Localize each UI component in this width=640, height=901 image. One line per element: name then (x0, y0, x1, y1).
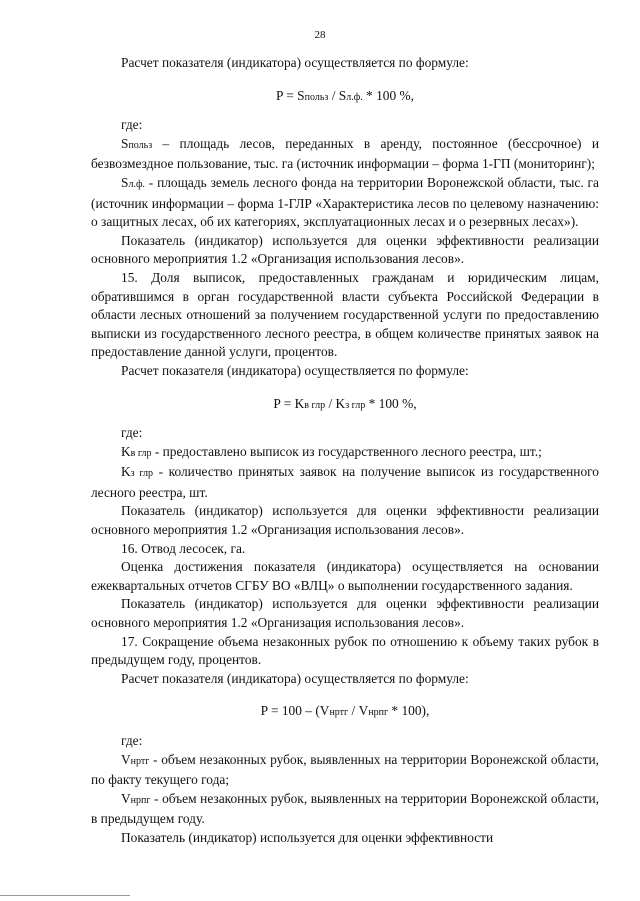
paragraph: Расчет показателя (индикатора) осуществляется по формуле: (121, 670, 469, 686)
definition (91, 790, 599, 829)
document-body (91, 54, 599, 848)
variable-symbol: K (121, 464, 131, 480)
variable-subscript: з глр (130, 468, 153, 480)
where-label: где: (121, 117, 143, 133)
formula-3 (91, 702, 599, 723)
formula-part: * 100 %, (365, 395, 417, 411)
paragraph: 15. Доля выписок, предоставленных гражданам и юридическим лицам, обратившимся в орган государственной власти субъекта Российской Федерации в области лесных отношений за получением государственной услуги по предоставлению выписки из государственного лесного реестра, в общем количестве принятых заявок на предоставление данной услуги, процентов. (91, 269, 599, 360)
variable-subscript: л.ф. (128, 178, 145, 190)
paragraph: Показатель (индикатор) используется для оценки эффективности реализации основного мероприятия 1.2 «Организация использования лесов». (91, 503, 599, 538)
formula-subscript: з глр (345, 399, 366, 411)
where-label: где: (121, 425, 143, 441)
formula-part: * 100 %, (362, 87, 415, 103)
variable-symbol: S (121, 174, 129, 190)
variable-subscript: в глр (130, 447, 152, 459)
paragraph: Расчет показателя (индикатора) осуществляется по формуле: (121, 362, 469, 378)
definition (91, 174, 599, 232)
definition-text: - объем незаконных рубок, выявленных на территории Воронежской области, в предыдущем году. (91, 790, 599, 827)
footer-rule (0, 895, 130, 896)
variable-symbol: K (121, 443, 131, 459)
definition (91, 443, 599, 464)
paragraph: Расчет показателя (индикатора) осуществляется по формуле: (121, 55, 469, 70)
formula-part: P = 100 – (V (260, 703, 330, 719)
variable-subscript: нртг (130, 755, 150, 767)
formula-subscript: л.ф. (346, 91, 363, 103)
formula-part: P = S (275, 87, 305, 103)
paragraph: 17. Сокращение объема незаконных рубок по отношению к объему таких рубок в предыдущем году, процентов. (91, 633, 599, 668)
definition-text: - предоставлено выписок из государственного лесного реестра, шт.; (151, 443, 542, 459)
formula-subscript: польз (304, 91, 329, 103)
definition-text: - площадь земель лесного фонда на территории Воронежской области, тыс. га (источник информации – форма 1-ГЛР «Характеристика лесов по целевому назначению: о защитных лесах, об их категориях, эксплуатационных лесах и о резервных лесах»). (91, 174, 599, 230)
formula-part: P = K (273, 395, 305, 411)
page-number: 28 (314, 29, 326, 41)
definition-text: - количество принятых заявок на получение выписок из государственного лесного реестра, шт. (91, 464, 599, 500)
paragraph: Показатель (индикатор) используется для оценки эффективности реализации основного мероприятия 1.2 «Организация использования лесов». (91, 596, 599, 631)
formula-subscript: нрпг (368, 707, 389, 719)
variable-symbol: V (121, 751, 131, 767)
formula-part: / S (328, 87, 347, 103)
formula-subscript: нртг (329, 707, 349, 719)
formula-1 (91, 87, 599, 108)
definition (91, 751, 599, 790)
paragraph: 16. Отвод лесосек, га. (121, 540, 246, 556)
definition-text: - объем незаконных рубок, выявленных на территории Воронежской области, по факту текущего года; (91, 751, 599, 788)
variable-symbol: V (121, 790, 131, 806)
paragraph: Оценка достижения показателя (индикатора) осуществляется на основании ежеквартальных отчетов СГБУ ВО «ВЛЦ» о выполнении государственного задания. (91, 559, 599, 593)
formula-part: * 100), (388, 703, 430, 719)
paragraph: Показатель (индикатор) используется для оценки эффективности реализации основного мероприятия 1.2 «Организация использования лесов». (91, 232, 599, 267)
formula-subscript: в глр (304, 399, 326, 411)
formula-part: / K (325, 395, 346, 411)
definition (91, 463, 599, 502)
paragraph: Показатель (индикатор) используется для оценки эффективности (121, 829, 494, 845)
variable-symbol: S (121, 135, 129, 151)
variable-subscript: польз (128, 139, 153, 151)
definition-text: – площадь лесов, переданных в аренду, постоянное (бессрочное) и безвозмездное пользование, тыс. га (источник информации – форма 1-ГП (мониторинг); (91, 135, 599, 172)
formula-part: / V (348, 703, 369, 719)
variable-subscript: нрпг (130, 794, 151, 806)
where-label: где: (121, 733, 143, 748)
formula-2 (91, 395, 599, 416)
definition (91, 135, 599, 174)
